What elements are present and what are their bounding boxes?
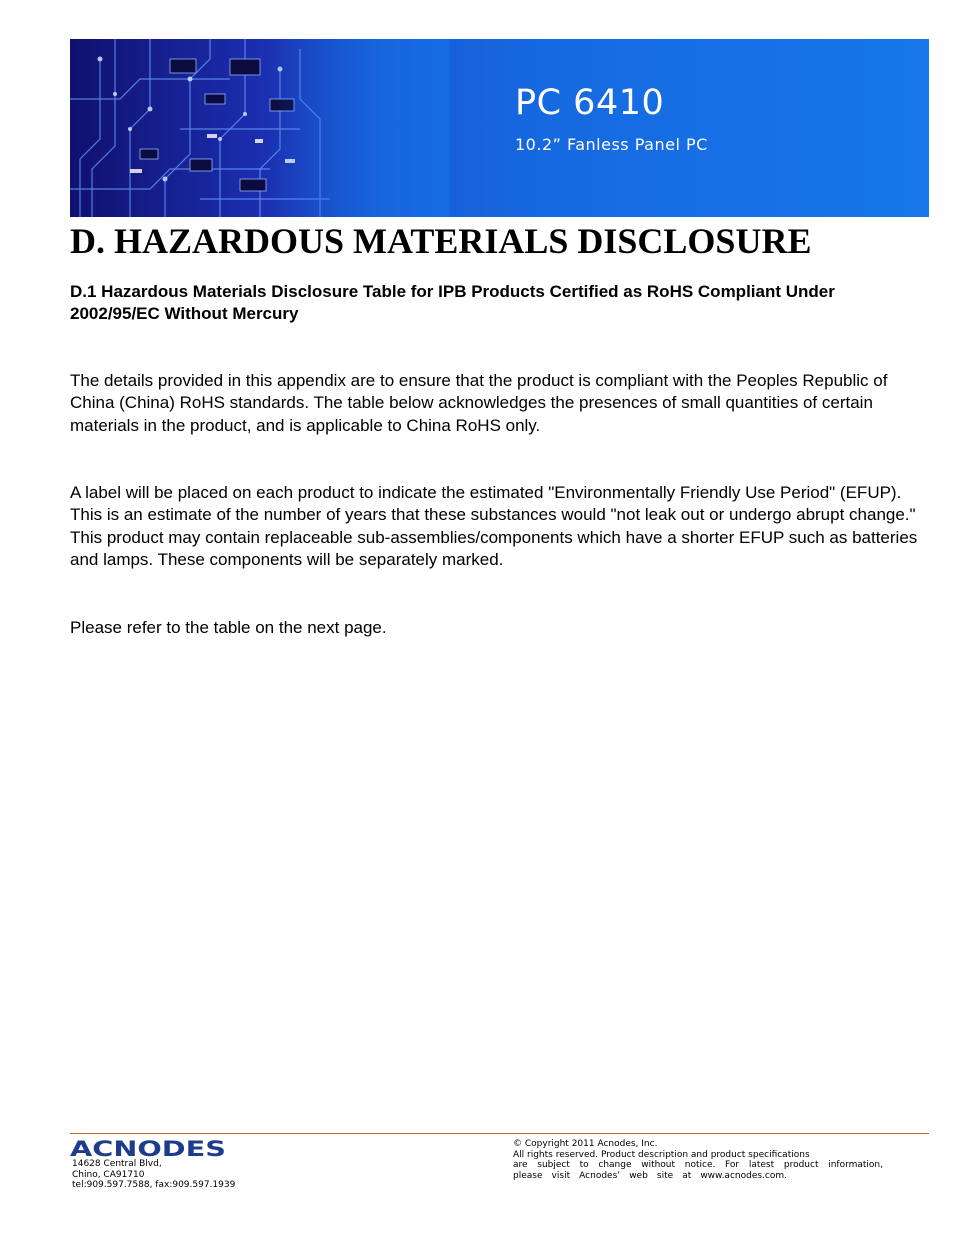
product-subtitle: 10.2” Fanless Panel PC xyxy=(515,135,708,154)
paragraph-refer: Please refer to the table on the next page. xyxy=(70,618,387,637)
footer-divider xyxy=(70,1133,929,1134)
page-heading: D. HAZARDOUS MATERIALS DISCLOSURE xyxy=(70,221,812,261)
footer-address xyxy=(72,1159,235,1191)
header-banner xyxy=(70,39,929,217)
copyright-line: All rights reserved. Product description and product specifications xyxy=(513,1149,810,1160)
copyright-line: are subject to change without notice. For latest product information, xyxy=(513,1160,883,1170)
address-line: Chino, CA91710 xyxy=(72,1169,145,1180)
acnodes-logo xyxy=(70,1137,230,1159)
product-title: PC 6410 xyxy=(515,83,665,123)
footer-copyright xyxy=(513,1139,883,1181)
logo-text: ACNODES xyxy=(70,1137,226,1159)
banner-fade xyxy=(270,39,450,217)
copyright-line: © Copyright 2011 Acnodes, Inc. xyxy=(513,1139,658,1149)
paragraph-efup: A label will be placed on each product to indicate the estimated "Environmentally Friendly Use Period" (EFUP). This is an estimate of the number of years that these substances would "not leak out or undergo abrupt change." This product may contain replaceable sub-assemblies/components which have a shorter EFUP such as batteries and lamps. These components will be separately marked. xyxy=(70,483,918,569)
copyright-line: please visit Acnodes’ web site at www.acnodes.com. xyxy=(513,1170,787,1181)
address-line: 14628 Central Blvd, xyxy=(72,1159,162,1169)
address-line: tel:909.597.7588, fax:909.597.1939 xyxy=(72,1180,236,1190)
paragraph-intro: The details provided in this appendix are to ensure that the product is compliant with the Peoples Republic of China (China) RoHS standards. The table below acknowledges the presences of small quantities of certain materials in the product, and is applicable to China RoHS only. xyxy=(70,371,888,435)
section-subheading: D.1 Hazardous Materials Disclosure Table for IPB Products Certified as RoHS Compliant Under 2002/95/EC Without Mercury xyxy=(70,282,835,323)
